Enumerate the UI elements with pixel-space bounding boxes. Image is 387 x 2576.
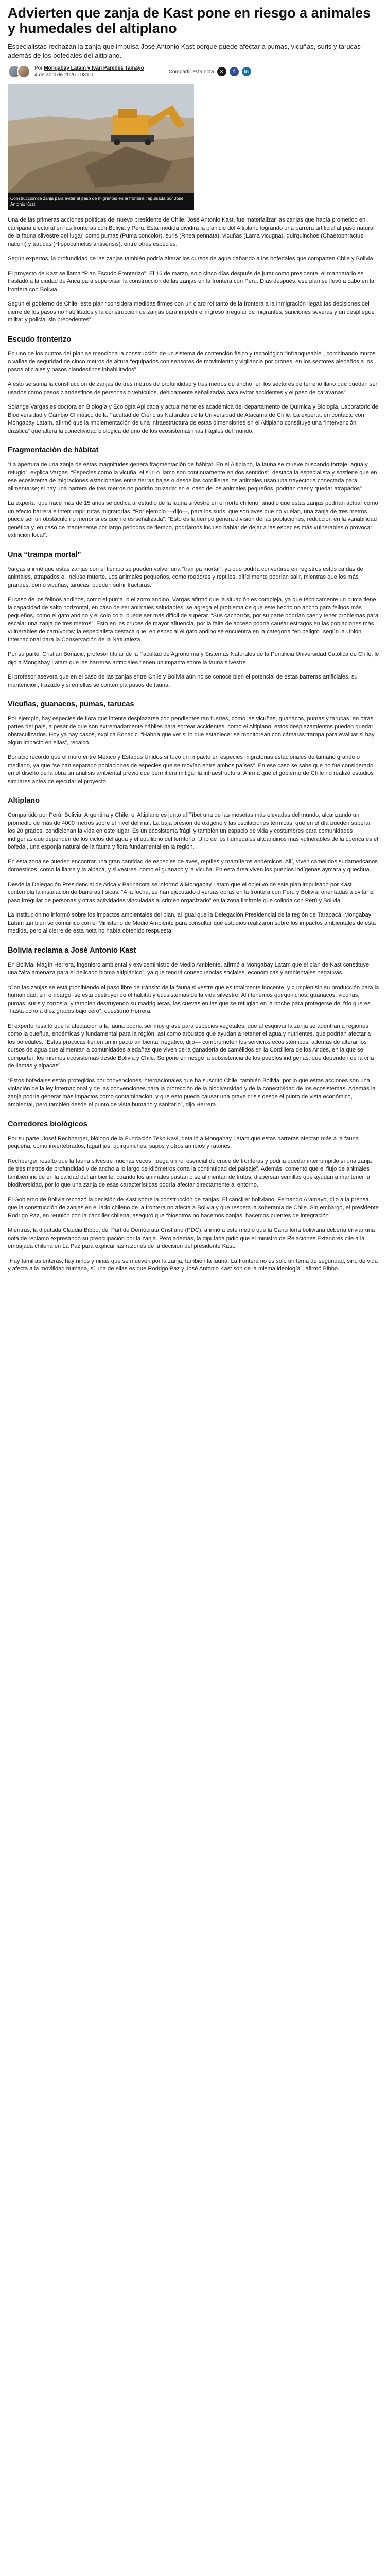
body-paragraph: “Hay familias enteras, hay niños y niñas que se mueven por la zanja, también la fauna. La frontera no es sólo un tema de seguridad, sino de vida y afecta a la movilidad humana, sí una de ellas es que Rodrigo Paz y José Antonio Kast son de la misma ideología”, afirmó Bibbo. [8, 1258, 378, 1272]
author-link[interactable]: Mongabay Latam y Iván Paredes Tamayo [44, 65, 144, 71]
body-paragraph: “Con las zanjas se está prohibiendo el paso libre de tránsito de la fauna silvestre que es totalmente inocente, y cumplen sin su producción para la humanidad; sin embargo, se está destruyendo el hábitat y ecosistemas de la vida silvestre. Allí tenemos quirquinchos, guanacos, vicuñas, pumas, suris y zorros a, y también destruyendo su madrigueras, las cuevas en las que se refugian en la noche para protegerse del frío que es “hasta ocho a diez grados bajo cero”, cuestionó Herrera. [8, 984, 379, 1014]
byline [8, 65, 379, 78]
body-paragraph: El proyecto de Kast se llama “Plan Escudo Fronterizo”. El 16 de marzo, solo cinco días después de jurar como presidente, el mandatario se trasladó a la ciudad de Arica para supervisar la construcción de las zanjas en la frontera con Perú. Días después, ese plan se llevó a cabo en la frontera con Bolivia. [8, 270, 375, 293]
body-paragraph: El profesor asevera que en el caso de las zanjas entre Chile y Bolivia aún no se conoce bien el potencial de estas barreras artificiales, su mantención, trazado y si en ellas se contempla pasos de fauna. [8, 674, 358, 688]
section-heading: Escudo fronterizo [8, 335, 72, 344]
body-paragraph: En esta zona se pueden encontrar una gran cantidad de especies de aves, reptiles y mamíferos endémicos. Allí, viven camélidos sudamericanos domésticos, como la llama y la alpaca, y silvestres, como el guanaco y la vicuña. En esta área viven los pueblos indígenas aymara y quechua. [8, 858, 378, 873]
body-paragraph: Solange Vargas es doctora en Biología y Ecología Aplicada y actualmente es académica del departamento de Química y Biología, Laboratorio de Biodiversidad y Cambio Climático de la Facultad de Ciencias Naturales de la Universidad de Atacama de Chile. La experta, en contacto con Mongabay Latam, afirmó que la implementación de una infraestructura de estas dimensiones en el Altiplano constituye una “intervención drástica” que altera la conectividad biológica de uno de los ecosistemas más frágiles del mundo. [8, 404, 378, 434]
share-bar [169, 67, 251, 76]
body-paragraph: El caso de los felinos andinos, como el puma, o el zorro andino, Vargas afirmó que la situación es compleja, ya que técnicamente un puma tiene la capacidad de salto horizontal, en caso de ser animales saludables, se agrega el problema de que este hecho no ancho para felinos más pequeños, como el gato andino y el colo colo, puede ser más difícil de superar. “Sus cachorros, por su parte podrían caer y tener problemas para escalar una zanja de tres metros”. Esto en los cruces de mayor afluencia, por la falta de acceso podría causar estragos en las poblaciones más vulnerables de carnívoros; la especialista destaca que, en especial el gato andino se encuentra en la categoría “en peligro” según la Unión Internacional para la Conservación de la Naturaleza. [8, 597, 379, 643]
hero-image [8, 84, 194, 193]
article-title: Advierten que zanja de Kast pone en riesgo a animales y humedales del altiplano [8, 5, 371, 36]
author-avatars [8, 65, 30, 78]
section-heading: Corredores biológicos [8, 1120, 87, 1128]
body-paragraph: La institución no informó sobre los impactos ambientales del plan, al igual que la Delegación Presidencial de la región de Tarapacá. Mongabay Latam también se comunicó con el Ministerio de Medio Ambiente para consultar qué estudios realizaron sobre los impactos ambientales de esta medida, pero al cierre de esta nota no había obtenido respuesta. [8, 912, 376, 934]
avatar [17, 65, 30, 78]
share-label: Compartir esta nota [168, 69, 214, 75]
body-paragraph: “Estos bofedales están protegidos por convenciones internacionales que ha suscrito Chile, también Bolivia, por lo que estas acciones son una violación de la ley internacional y de las convenciones para la protección de la biodiversidad y de la conectividad de los ecosistemas. Además la zanja podría generar más impactos como contaminación, y que esto pueda causar una grave crisis desde el punto de vista económico, ambiental, pero también desde el punto de vista humano y sanitario”, dijo Herrera. [8, 1077, 376, 1108]
article-body [8, 216, 379, 1274]
body-paragraph: Vargas afirmó que estas zanjas con el tiempo se pueden volver una “trampa mortal”, ya que podría convertirse en registros estos caídas de animales, atrapados e, incluso muerte. Los animales pequeños, como roedores y reptiles, difícilmente podrían salir, mientras que los más grandes, como vicuñas, tarucas, pueden sufrir fracturas. [8, 566, 363, 588]
body-paragraph: Por ejemplo, hay especies de flora que intente desplazarse con pendientes tan fuertes, como las vicuñas, guanacos, pumas y tarucas, en otras partes del país, a pesar de que son extremadamente hábiles para sortear accidentes, como el Altiplano, estos desplazamientos pueden quedar obstaculizados. Hoy ya hay casos, explica Bonacic. “Habría que ver si lo que establecer se monitorean con cámaras trampa para evaluar si hay algún impacto en ellas”, recalcó. [8, 716, 375, 746]
byline-prefix: Por [34, 65, 43, 71]
body-paragraph: Desde la Delegación Presidencial de Arica y Parinacota se informó a Mongabay Latam que el objetivo de este plan impulsado por Kast contempla la instalación de barreras físicas. “A la fecha, se han ejecutado diversas obras en la frontera con Perú y Bolivia, orientadas a evitar el paso irregular de personas y otras actividades vinculadas al crimen organizado” en la zona limítrofe que colinda con Perú y Bolivia. [8, 881, 375, 904]
body-paragraph: El Gobierno de Bolivia rechazó la decisión de Kast sobre la construcción de zanjas. El canciller boliviano, Fernando Aramayo, dijo a la prensa que la construcción de zanjas en el lado chileno de la frontera no afecta a Bolivia y que respeta la soberanía de Chile. Sin embargo, el presidente Rodrigo Paz, en reunión con la canciller chilena, aseguró que “Nosotros no hacemos zanjas, hacemos puentes de integración”. [8, 1196, 379, 1219]
body-paragraph: Mientras, la diputada Claudia Bibbo, del Partido Demócrata Cristiano (PDC), afirmó a este medio que la Cancillería boliviana debería enviar una nota de reclamo expresando su preocupación por la zanja. Pero además, la diputada pidió que el ministro de Relaciones Exteriores cite a la embajada chilena en La Paz para explicar las razones de la decisión del presidente Kast. [8, 1227, 375, 1249]
body-paragraph: El experto resaltó que la afectación a la fauna podría ser muy grave para especies vegetales, que al esquivar la zanja se adentran a regiones como la queñua, endémicas y fundamental para la región; así como arbustos que ayudan a retener el agua y nutrientes, que podrían afectar a los bofedales. “Estas prácticas tienen un impacto ambiental negativo, dijo— comprometen los servicios ecosistémicos, además de alterar los cursos de agua que alimentan a comunidades aledañas que viven de la ganadería de camélidos en la Cordillera de los Andes, en la que se comparten los mismos ecosistemas desde Bolivia y Chile. Se pone en riesgo la subsistencia de los pueblos indígenas, que dependen de la cría de llamas y alpacas”. [8, 1023, 374, 1069]
linkedin-share-icon[interactable]: in [242, 67, 251, 76]
article-lead: Especialistas rechazan la zanja que impulsa José Antonio Kast porque puede afectar a pumas, vicuñas, suris y tarucas además de los bofedales del altiplano. [8, 43, 361, 59]
section-heading: Una “trampa mortal” [8, 550, 81, 559]
body-paragraph: Una de las primeras acciones políticas del nuevo presidente de Chile, José Antonio Kast, fue materializar las zanjas que había prometido en campaña electoral en las fronteras con Bolivia y Perú. Esta medida dividirá la planicie del Altiplano logrando una barrera artificial al paso natural de la fauna silvestre del lugar, como pumas (Puma concolor), suris (Rhea pennata), vicuñas (Lama vicugna), quirquinchos (Chaetophractus nationi) y tarucas (Hippocamelus antisensis), entre otras especies. [8, 217, 375, 247]
body-paragraph: “La apertura de una zanja de estas magnitudes genera fragmentación de hábitat. En el Altiplano, la fauna se mueve buscando forraje, agua y refugio”, explica Vargas. “Especies como la vicuña, el suri o llamo son continuamente en dos sentidos”, destaca la especialista y sostiene que en ese ecosistema de migraciones estacionales entre tierras bajas o desde las cordilleras los animales usan una trayectoria conectada para alimentarse; si hay una barrera de tres metros no podrán cruzarla: en el caso de los animales pequeños, podrían caer y quedar atrapados”. [8, 462, 377, 492]
hero-figure [8, 84, 379, 210]
facebook-share-icon[interactable]: f [230, 67, 239, 76]
body-paragraph: En uno de los puntos del plan se menciona la construcción de un sistema de contención físico y tecnológico “infranqueable”, combinando muros o vallas de seguridad de cinco metros de altura “equipados con sensores de movimiento y vigilancia por drones, en los sectores aledaños a los pasos oficiales y pasos clandestinos inhabilitados”. [8, 350, 376, 373]
publish-date: 4 de abril de 2026 - 08:00 [34, 72, 93, 78]
section-heading: Fragmentación de hábitat [8, 446, 99, 454]
body-paragraph: Rechberger resaltó que la fauna silvestre muchas veces “juega un rol esencial de cruce de fronteras y podría quedar interrumpido sí una zanja de tres metros de profundidad y de ancho a lo largo de kilómetros corta la continuidad del paisaje”. Además, comentó que el flujo de animales también incide en la calidad del ambiente: cuando los animales pastan o se alimentan de frutos, dispersan semillas que ayudan a mantener la biodiversidad, por lo que una zanja de esas características podría afectar directamente al entorno. [8, 1158, 372, 1188]
section-heading: Vicuñas, guanacos, pumas, tarucas [8, 700, 134, 708]
byline-text [34, 65, 144, 78]
excavation-scene-illustration [8, 84, 194, 193]
section-heading: Bolivia reclama a José Antonio Kast [8, 946, 136, 955]
body-paragraph: Según el gobierno de Chile, este plan “considera medidas firmes con un claro rol tanto de la frontera a la inmigración ilegal: las decisiones del cierre de los pasos no habilitados y la construcción de zanjas para impedir el ingreso irregular de migrantes, sanciones severas y un despliegue militar y policial sin precedentes”. [8, 301, 375, 323]
body-paragraph: A esto se suma la construcción de zanjas de tres metros de profundidad y tres metros de ancho “en los sectores de terreno llano que puedan ser usados como pasos clandestinos de personas o vehículos, debidamente señalizadas para evitar accidentes y el paso de caravanas”. [8, 381, 378, 396]
body-paragraph: Según expertos, la profundidad de las zanjas también podría alterar los cursos de agua dañando a los bofedales que comparten Chile y Bolivia. [8, 256, 375, 262]
hero-caption: Construcción de zanja para evitar el paso de migrantes en la frontera impulsada por José Antonio Kast. [8, 193, 194, 210]
body-paragraph: Por su parte, Cristián Bonacic, profesor titular de la Facultad de Agronomía y Sistemas Naturales de la Pontificia Universidad Católica de Chile, le dijo a Mongabay Latam que las barreras artificiales tienen un impacto sobre la fauna silvestre. [8, 651, 379, 666]
body-paragraph: La experta, que hace más de 15 años se dedica al estudio de la fauna silvestre en el norte chileno, añadió que estas zanjas podrían actuar como un efecto barrera e interrumpir rutas migratorias. “Por ejemplo —dijo—, para los suris, que son aves que no vuelan, una zanja de tres metros puede ser un obstáculo no menor si es que no es señalizada”. “Esto es la tiempo genera división de las poblaciones, reducción en la variabilidad genética y, en caso de mantenerse por largo periodos de tiempo, podríamos incluso hablar de dejar a las especies más vulnerables o provocar extinción local”. [8, 500, 378, 538]
body-paragraph: En Bolivia, Magín Herrera, ingeniero ambiental y exviceministro de Medio Ambiente, afirmó a Mongabay Latam que el plan de Kast constituye una “alta amenaza para el delicado bioma altiplánico”, ya que tendrá consecuencias sociales, económicas y ambientales negativas. [8, 961, 370, 976]
body-paragraph: Por su parte, Josef Rechberger, biólogo de la Fundación Teko Kavi, detalló a Mongabay Latam que estas barreras afectan más a la fauna pequeña, como invertebrados, lagartijas, quirquinchos, sapos y otros anfibios y ratones. [8, 1135, 359, 1149]
x-share-icon[interactable]: X [217, 67, 226, 76]
section-heading: Altiplano [8, 796, 40, 805]
body-paragraph: Compartido por Perú, Bolivia, Argentina y Chile, el Altiplano es junto al Tíbet una de las mesetas más elevadas del mundo, alcanzando un promedio de más de 4000 metros sobre el nivel del mar. La baja presión de oxígeno y las oscilaciones térmicas, que en el día pueden superar los 20 grados, condicionan la vida en este lugar. Es un ecosistema frágil y también un espacio de vida y costumbres para comunidades indígenas que dependen de los ciclos del agua y el equilibrio del territorio. Uno de los humedales altoandinos más vulnerables de la cuenca es el bofedal, una esponja natural de la fauna y flora fundamental en la región. [8, 812, 378, 850]
body-paragraph: Bonacic recordó que el muro entre México y Estados Unidos sí tuvo un impacto en especies migratorias estacionales de tamaño grande o mediano, ya que “se han separado poblaciones de especies que se movían entre ambos países”. En ese caso se sabe que no fue considerado en el diseño de la obra un análisis ambiental previo que permitiera mitigar la infraestructura. Afirma que el gobierno de Chile no realizó estudios similares antes de ejecutar el proyecto. [8, 754, 374, 785]
